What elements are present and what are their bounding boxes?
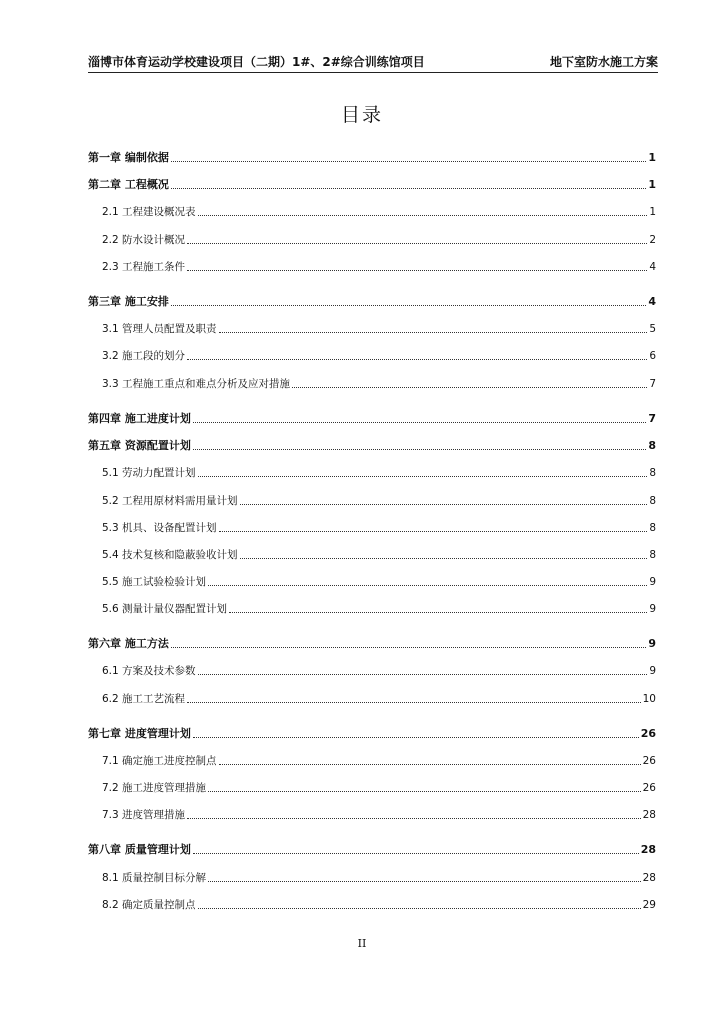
dot-leader [193, 422, 647, 423]
toc-entry-label: 3.1 管理人员配置及职责 [102, 323, 217, 335]
toc-section-entry[interactable] [102, 662, 656, 678]
toc-entry-label: 8.1 质量控制目标分解 [102, 872, 207, 884]
dot-leader [229, 612, 647, 613]
toc-entry-page: 9 [649, 576, 656, 588]
toc-section-entry[interactable] [102, 752, 656, 768]
toc-entry-page: 5 [649, 323, 656, 335]
toc-entry-page: 1 [649, 206, 656, 218]
toc-entry-label: 第五章 资源配置计划 [88, 439, 191, 452]
toc-chapter-entry[interactable] [88, 725, 656, 741]
dot-leader [198, 476, 648, 477]
toc-entry-page: 4 [649, 261, 656, 273]
toc-entry-label: 5.5 施工试验检验计划 [102, 576, 207, 588]
dot-leader [187, 243, 647, 244]
toc-entry-label: 2.1 工程建设概况表 [102, 206, 196, 218]
toc-entry-page: 9 [648, 637, 656, 650]
toc-section-entry[interactable] [102, 869, 656, 885]
page-number: II [357, 937, 367, 950]
toc-entry-label: 6.2 施工工艺流程 [102, 693, 186, 705]
dot-leader [187, 702, 641, 703]
toc-entry-label: 2.3 工程施工条件 [102, 261, 186, 273]
dot-leader [240, 504, 648, 505]
dot-leader [171, 161, 647, 162]
toc-section-entry[interactable] [102, 600, 656, 616]
dot-leader [187, 818, 641, 819]
toc-entry-page: 26 [640, 727, 656, 740]
dot-leader [198, 674, 648, 675]
dot-leader [292, 387, 647, 388]
toc-entry-page: 10 [642, 693, 656, 705]
toc-chapter-entry[interactable] [88, 149, 656, 165]
toc-entry-label: 3.2 施工段的划分 [102, 350, 186, 362]
toc-entry-label: 第二章 工程概况 [88, 178, 169, 191]
toc-entry-page: 4 [648, 295, 656, 308]
toc-section-entry[interactable] [102, 546, 656, 562]
toc-section-entry[interactable] [102, 375, 656, 391]
toc-entry-page: 28 [642, 872, 656, 884]
toc-chapter-entry[interactable] [88, 841, 656, 857]
toc-section-entry[interactable] [102, 573, 656, 589]
toc-section-entry[interactable] [102, 320, 656, 336]
dot-leader [198, 215, 648, 216]
toc-entry-page: 8 [649, 467, 656, 479]
toc-section-entry[interactable] [102, 806, 656, 822]
toc-section-entry[interactable] [102, 492, 656, 508]
toc-entry-label: 7.2 施工进度管理措施 [102, 782, 207, 794]
toc-entry-page: 1 [648, 151, 656, 164]
toc-entry-page: 9 [649, 665, 656, 677]
toc-entry-page: 28 [640, 843, 656, 856]
toc-entry-label: 5.1 劳动力配置计划 [102, 467, 196, 479]
toc-entry-label: 第六章 施工方法 [88, 637, 169, 650]
toc-chapter-entry[interactable] [88, 176, 656, 192]
dot-leader [193, 853, 639, 854]
toc-chapter-entry[interactable] [88, 635, 656, 651]
toc-section-entry[interactable] [102, 258, 656, 274]
toc-entry-page: 1 [648, 178, 656, 191]
dot-leader [187, 359, 647, 360]
toc-section-entry[interactable] [102, 690, 656, 706]
dot-leader [193, 737, 639, 738]
toc-entry-label: 8.2 确定质量控制点 [102, 899, 196, 911]
toc-section-entry[interactable] [102, 896, 656, 912]
toc-entry-label: 5.3 机具、设备配置计划 [102, 522, 217, 534]
dot-leader [198, 908, 641, 909]
toc-entry-label: 7.3 进度管理措施 [102, 809, 186, 821]
toc-entry-label: 第八章 质量管理计划 [88, 843, 191, 856]
toc-section-entry[interactable] [102, 519, 656, 535]
dot-leader [171, 305, 647, 306]
dot-leader [208, 881, 641, 882]
toc-entry-label: 5.4 技术复核和隐蔽验收计划 [102, 549, 238, 561]
toc-section-entry[interactable] [102, 779, 656, 795]
toc-entry-label: 第七章 进度管理计划 [88, 727, 191, 740]
toc-chapter-entry[interactable] [88, 437, 656, 453]
toc-chapter-entry[interactable] [88, 410, 656, 426]
toc-entry-label: 5.2 工程用原材料需用量计划 [102, 495, 238, 507]
toc-entry-page: 7 [649, 378, 656, 390]
dot-leader [219, 764, 641, 765]
toc-entry-label: 第一章 编制依据 [88, 151, 169, 164]
toc-section-entry[interactable] [102, 347, 656, 363]
toc-entry-label: 第四章 施工进度计划 [88, 412, 191, 425]
toc-entry-label: 3.3 工程施工重点和难点分析及应对措施 [102, 378, 291, 390]
toc-entry-page: 6 [649, 350, 656, 362]
toc-entry-label: 5.6 测量计量仪器配置计划 [102, 603, 228, 615]
toc-section-entry[interactable] [102, 203, 656, 219]
toc-entry-page: 28 [642, 809, 656, 821]
toc-section-entry[interactable] [102, 231, 656, 247]
dot-leader [187, 270, 647, 271]
toc-entry-label: 7.1 确定施工进度控制点 [102, 755, 217, 767]
toc-entry-label: 2.2 防水设计概况 [102, 234, 186, 246]
toc-entry-page: 8 [649, 495, 656, 507]
toc-entry-page: 7 [648, 412, 656, 425]
toc-entry-page: 29 [642, 899, 656, 911]
dot-leader [208, 585, 647, 586]
dot-leader [193, 449, 647, 450]
toc-entry-label: 第三章 施工安排 [88, 295, 169, 308]
dot-leader [240, 558, 648, 559]
dot-leader [171, 188, 647, 189]
toc-entry-page: 2 [649, 234, 656, 246]
dot-leader [171, 647, 647, 648]
toc-section-entry[interactable] [102, 464, 656, 480]
toc-title: 目录 [340, 104, 383, 126]
toc-entry-page: 9 [649, 603, 656, 615]
header-project-name: 淄博市体育运动学校建设项目（二期）1#、2#综合训练馆项目 [88, 55, 425, 69]
dot-leader [208, 791, 641, 792]
toc-entry-label: 6.1 方案及技术参数 [102, 665, 196, 677]
toc-chapter-entry[interactable] [88, 293, 656, 309]
header-document-name: 地下室防水施工方案 [549, 55, 658, 69]
dot-leader [219, 332, 648, 333]
toc-entry-page: 8 [649, 549, 656, 561]
toc-entry-page: 8 [648, 439, 656, 452]
dot-leader [219, 531, 648, 532]
toc-entry-page: 8 [649, 522, 656, 534]
toc-entry-page: 26 [642, 755, 656, 767]
toc-entry-page: 26 [642, 782, 656, 794]
